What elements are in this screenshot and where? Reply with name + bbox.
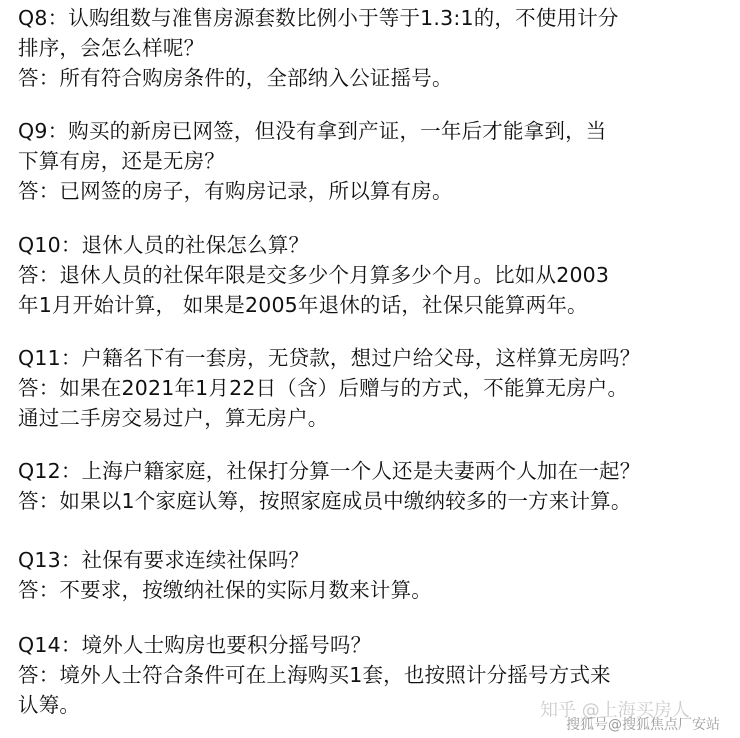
faq-item-q11 — [18, 343, 730, 433]
answer-line: 答：境外人士符合条件可在上海购买1套，也按照计分摇号方式来 — [18, 663, 611, 687]
answer-line: 答：不要求，按缴纳社保的实际月数来计算。 — [18, 578, 432, 602]
question-line: 下算有房，还是无房？ — [18, 149, 225, 173]
answer-line: 年1月开始计算， 如果是2005年退休的话，社保只能算两年。 — [18, 293, 588, 317]
faq-item-q12 — [18, 456, 730, 516]
answer-line: 答：所有符合购房条件的，全部纳入公证摇号。 — [18, 66, 453, 90]
answer-line: 答：如果在2021年1月22日（含）后赠与的方式，不能算无房户。 — [18, 376, 629, 400]
question-line: Q13：社保有要求连续社保吗？ — [18, 548, 310, 572]
faq-item-q13 — [18, 545, 730, 605]
question-line: Q9：购买的新房已网签，但没有拿到产证，一年后才能拿到，当 — [18, 119, 607, 143]
answer-line: 答：如果以1个家庭认筹，按照家庭成员中缴纳较多的一方来计算。 — [18, 489, 632, 513]
question-line: Q8：认购组数与准售房源套数比例小于等于1.3:1的，不使用计分 — [18, 6, 619, 30]
answer-line: 答：退休人员的社保年限是交多少个月算多少个月。比如从2003 — [18, 263, 610, 287]
answer-line: 答：已网签的房子，有购房记录，所以算有房。 — [18, 179, 453, 203]
answer-line: 认筹。 — [18, 693, 81, 717]
question-line: Q10：退休人员的社保怎么算？ — [18, 233, 310, 257]
question-line: 排序，会怎么样呢？ — [18, 36, 205, 60]
faq-item-q9 — [18, 116, 730, 206]
zhihu-watermark: 知乎 @上海买房人 — [540, 700, 690, 721]
question-line: Q12：上海户籍家庭，社保打分算一个人还是夫妻两个人加在一起？ — [18, 459, 641, 483]
question-line: Q11：户籍名下有一套房，无贷款，想过户给父母，这样算无房吗？ — [18, 346, 641, 370]
question-line: Q14：境外人士购房也要积分摇号吗？ — [18, 633, 372, 657]
sohu-watermark: 搜狐号@搜狐焦点厂安站 — [566, 717, 720, 733]
faq-item-q10 — [18, 230, 730, 320]
faq-item-q8 — [18, 3, 730, 93]
answer-line: 通过二手房交易过户，算无房户。 — [18, 406, 329, 430]
